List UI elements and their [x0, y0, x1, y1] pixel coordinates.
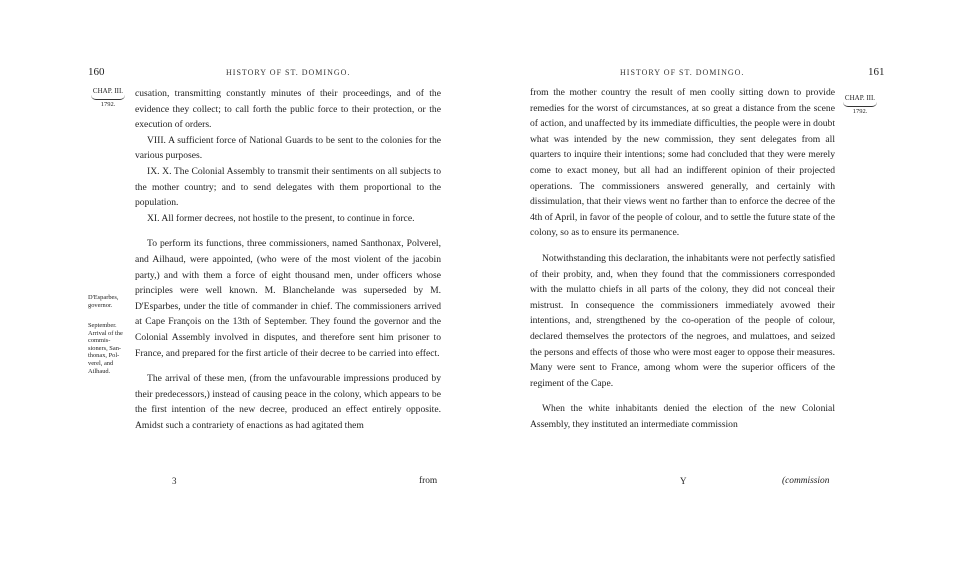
paragraph: To perform its functions, three commissioners, named Santhonax, Polverel, and Ailhaud, were appointed, (who were of the most violent of the jacobin party,) and with them a force of eight thousand men, under officers whose principles were well known. M. Blanchelande was superseded by M. D'Esparbes, under the title of commander in chief. The commissioners arrived at Cape François on the 13th of September. They found the governor and the Colonial Assembly involved in disputes, and therefore sent him prisoner to France, and prepared for the first article of their decree to be carried into effect.: [135, 238, 441, 359]
right-page: [490, 0, 980, 564]
chapter-year: 1792.: [852, 108, 868, 115]
paragraph: cusation, transmitting constantly minutes of their proceedings, and of the evidence they collect; to call forth the public force to their protection, or the execution of orders.: [135, 88, 441, 131]
chapter-marker: [840, 94, 880, 115]
paragraph: The arrival of these men, (from the unfavourable impressions produced by their predecessors,) instead of causing peace in the colony, which appears to be the first intention of the new decree, produced an effect entirely opposite. Amidst such a contrariety of enactions as had agitated them: [135, 373, 441, 431]
body-text: [530, 85, 835, 432]
chapter-label: CHAP. III.: [92, 87, 124, 95]
running-head: HISTORY OF ST. DOMINGO.: [620, 68, 745, 77]
margin-note: D'Esparbes, governor.: [88, 294, 119, 309]
catchword: (commission: [782, 476, 830, 486]
paragraph: When the white inhabitants denied the election of the new Colonial Assembly, they instituted an intermediate commission: [530, 403, 835, 430]
brace-icon: [91, 95, 125, 100]
page-number: 161: [868, 66, 885, 78]
chapter-label: CHAP. III.: [844, 94, 876, 102]
brace-icon: [843, 102, 877, 107]
running-head: HISTORY OF ST. DOMINGO.: [226, 68, 351, 77]
paragraph: XI. All former decrees, not hostile to the present, to continue in force.: [147, 212, 415, 224]
chapter-year: 1792.: [100, 101, 116, 108]
signature-mark: Y: [680, 476, 687, 486]
chapter-marker: [88, 87, 128, 108]
body-text: [135, 86, 441, 433]
signature-mark: 3: [172, 476, 177, 486]
page-number: 160: [88, 66, 105, 78]
catchword: from: [419, 476, 438, 486]
paragraph: from the mother country the result of men coolly sitting down to provide remedies for the worst of circumstances, at so great a distance from the scene of action, and unaffected by its immediate difficulties, the people were in doubt what was intended by the new commission, they sent delegates from all quarters to inquire their intentions; some had concluded that they were merely come to exact money, but all had an indifferent opinion of their projected operations. The commissioners answered generally, and certainly with dissimulation, that their views went no farther than to enforce the decree of the 4th of April, in favor of the people of colour, and to settle the future state of the colony, so as to ensure its permanence.: [530, 87, 835, 239]
paragraph: IX. X. The Colonial Assembly to transmit their sentiments on all subjects to the mother country; and to send delegates with them proportional to the population.: [135, 165, 441, 209]
paragraph: Notwithstanding this declaration, the inhabitants were not perfectly satisfied of their probity, and, when they found that the commissioners corresponded with the mulatto chiefs in all parts of the colony, they did not conceal their mistrust. In consequence the commissioners immediately avowed their intentions, and, strengthened by the co-operation of the people of colour, declared themselves the protectors of the negroes, and mulattoes, and seized the persons and effects of those who were most eager to oppose their measures. Many were sent to France, among whom were the superior officers of the regiment of the Cape.: [530, 252, 835, 389]
margin-note: September. Arrival of the commis-sioners, San-thonax, Pol-verel, and Ailhaud.: [88, 322, 123, 375]
paragraph: VIII. A sufficient force of National Guards to be sent to the colonies for the various purposes.: [135, 134, 441, 162]
